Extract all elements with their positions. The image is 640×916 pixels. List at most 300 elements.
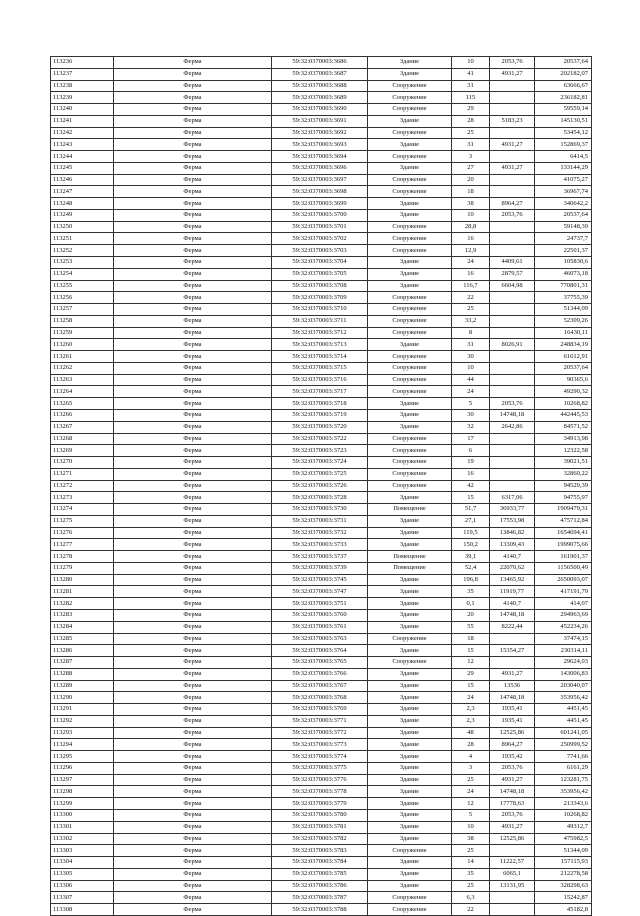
table-row bbox=[51, 386, 592, 398]
object-name-cell: Ферма bbox=[114, 574, 272, 586]
object-type-cell: Сооружение bbox=[368, 315, 452, 327]
object-name-cell: Ферма bbox=[114, 127, 272, 139]
table-row bbox=[51, 421, 592, 433]
record-number-cell: 113292 bbox=[51, 715, 114, 727]
record-number-cell: 113253 bbox=[51, 257, 114, 269]
area-cell: 18 bbox=[452, 186, 490, 198]
record-number-cell: 113242 bbox=[51, 127, 114, 139]
cadastral-number-cell: 59:32:0370003:3724 bbox=[272, 457, 368, 469]
unit-cost-cell bbox=[490, 445, 535, 457]
cadastral-number-cell: 59:32:0370003:3726 bbox=[272, 480, 368, 492]
object-type-cell: Здание bbox=[368, 680, 452, 692]
unit-cost-cell: 6317,06 bbox=[490, 492, 535, 504]
table-row bbox=[51, 598, 592, 610]
object-name-cell: Ферма bbox=[114, 857, 272, 869]
unit-cost-cell: 14748,18 bbox=[490, 786, 535, 798]
area-cell: 48 bbox=[452, 727, 490, 739]
record-number-cell: 113255 bbox=[51, 280, 114, 292]
unit-cost-cell: 4409,61 bbox=[490, 257, 535, 269]
record-number-cell: 113307 bbox=[51, 892, 114, 904]
table-row bbox=[51, 315, 592, 327]
record-number-cell: 113290 bbox=[51, 692, 114, 704]
object-name-cell: Ферма bbox=[114, 362, 272, 374]
area-cell: 31 bbox=[452, 139, 490, 151]
record-number-cell: 113259 bbox=[51, 327, 114, 339]
cadastral-number-cell: 59:32:0370003:3714 bbox=[272, 351, 368, 363]
object-name-cell: Ферма bbox=[114, 904, 272, 916]
record-number-cell: 113299 bbox=[51, 798, 114, 810]
object-name-cell: Ферма bbox=[114, 386, 272, 398]
object-type-cell: Здание bbox=[368, 762, 452, 774]
area-cell: 22 bbox=[452, 292, 490, 304]
cadastral-number-cell: 59:32:0370003:3766 bbox=[272, 668, 368, 680]
object-name-cell: Ферма bbox=[114, 774, 272, 786]
table-row bbox=[51, 480, 592, 492]
table-row bbox=[51, 527, 592, 539]
total-cost-cell: 94755,97 bbox=[535, 492, 592, 504]
record-number-cell: 113238 bbox=[51, 80, 114, 92]
object-type-cell: Здание bbox=[368, 774, 452, 786]
object-name-cell: Ферма bbox=[114, 892, 272, 904]
total-cost-cell: 6161,29 bbox=[535, 762, 592, 774]
cadastral-number-cell: 59:32:0370003:3710 bbox=[272, 304, 368, 316]
total-cost-cell: 20537,64 bbox=[535, 209, 592, 221]
area-cell: 44 bbox=[452, 374, 490, 386]
area-cell: 27,1 bbox=[452, 515, 490, 527]
area-cell: 10 bbox=[452, 57, 490, 69]
table-row bbox=[51, 715, 592, 727]
cadastral-number-cell: 59:32:0370003:3719 bbox=[272, 409, 368, 421]
area-cell: 28 bbox=[452, 115, 490, 127]
area-cell: 15 bbox=[452, 680, 490, 692]
total-cost-cell: 1156500,49 bbox=[535, 562, 592, 574]
unit-cost-cell: 4931,27 bbox=[490, 774, 535, 786]
total-cost-cell: 475712,84 bbox=[535, 515, 592, 527]
object-name-cell: Ферма bbox=[114, 598, 272, 610]
total-cost-cell: 6414,5 bbox=[535, 151, 592, 163]
area-cell: 33,2 bbox=[452, 315, 490, 327]
unit-cost-cell: 2053,76 bbox=[490, 810, 535, 822]
cadastral-number-cell: 59:32:0370003:3691 bbox=[272, 115, 368, 127]
table-row bbox=[51, 139, 592, 151]
cadastral-number-cell: 59:32:0370003:3767 bbox=[272, 680, 368, 692]
total-cost-cell: 59559,14 bbox=[535, 104, 592, 116]
record-number-cell: 113247 bbox=[51, 186, 114, 198]
unit-cost-cell: 13536 bbox=[490, 680, 535, 692]
object-type-cell: Здание bbox=[368, 527, 452, 539]
object-type-cell: Сооружение bbox=[368, 233, 452, 245]
object-type-cell: Сооружение bbox=[368, 104, 452, 116]
area-cell: 15 bbox=[452, 645, 490, 657]
cadastral-number-cell: 59:32:0370003:3780 bbox=[272, 810, 368, 822]
total-cost-cell: 157115,93 bbox=[535, 857, 592, 869]
cadastral-number-cell: 59:32:0370003:3787 bbox=[272, 892, 368, 904]
total-cost-cell: 10268,82 bbox=[535, 810, 592, 822]
record-number-cell: 113241 bbox=[51, 115, 114, 127]
table-row bbox=[51, 562, 592, 574]
area-cell: 52,4 bbox=[452, 562, 490, 574]
table-row bbox=[51, 774, 592, 786]
unit-cost-cell: 8964,27 bbox=[490, 198, 535, 210]
unit-cost-cell bbox=[490, 633, 535, 645]
unit-cost-cell: 2053,76 bbox=[490, 57, 535, 69]
object-name-cell: Ферма bbox=[114, 845, 272, 857]
unit-cost-cell: 17553,98 bbox=[490, 515, 535, 527]
cadastral-number-cell: 59:32:0370003:3781 bbox=[272, 821, 368, 833]
unit-cost-cell: 4140,7 bbox=[490, 551, 535, 563]
object-name-cell: Ферма bbox=[114, 680, 272, 692]
unit-cost-cell: 2053,76 bbox=[490, 398, 535, 410]
object-type-cell: Помещение bbox=[368, 551, 452, 563]
total-cost-cell: 442445,53 bbox=[535, 409, 592, 421]
table-row bbox=[51, 162, 592, 174]
unit-cost-cell bbox=[490, 362, 535, 374]
unit-cost-cell: 8222,44 bbox=[490, 621, 535, 633]
object-name-cell: Ферма bbox=[114, 174, 272, 186]
object-type-cell: Сооружение bbox=[368, 633, 452, 645]
record-number-cell: 113245 bbox=[51, 162, 114, 174]
area-cell: 5 bbox=[452, 398, 490, 410]
unit-cost-cell: 4931,27 bbox=[490, 139, 535, 151]
object-type-cell: Здание bbox=[368, 692, 452, 704]
object-name-cell: Ферма bbox=[114, 480, 272, 492]
object-type-cell: Сооружение bbox=[368, 245, 452, 257]
object-name-cell: Ферма bbox=[114, 245, 272, 257]
unit-cost-cell: 8026,91 bbox=[490, 339, 535, 351]
record-number-cell: 113264 bbox=[51, 386, 114, 398]
total-cost-cell: 90365,6 bbox=[535, 374, 592, 386]
object-name-cell: Ферма bbox=[114, 880, 272, 892]
area-cell: 16 bbox=[452, 468, 490, 480]
unit-cost-cell bbox=[490, 127, 535, 139]
area-cell: 12 bbox=[452, 798, 490, 810]
table-row bbox=[51, 786, 592, 798]
cadastral-number-cell: 59:32:0370003:3769 bbox=[272, 704, 368, 716]
table-row bbox=[51, 174, 592, 186]
unit-cost-cell bbox=[490, 304, 535, 316]
object-name-cell: Ферма bbox=[114, 633, 272, 645]
cadastral-number-cell: 59:32:0370003:3688 bbox=[272, 80, 368, 92]
cadastral-number-cell: 59:32:0370003:3788 bbox=[272, 904, 368, 916]
table-row bbox=[51, 751, 592, 763]
cadastral-number-cell: 59:32:0370003:3773 bbox=[272, 739, 368, 751]
record-number-cell: 113289 bbox=[51, 680, 114, 692]
area-cell: 150,2 bbox=[452, 539, 490, 551]
unit-cost-cell bbox=[490, 327, 535, 339]
area-cell: 30 bbox=[452, 351, 490, 363]
unit-cost-cell bbox=[490, 657, 535, 669]
object-name-cell: Ферма bbox=[114, 586, 272, 598]
object-type-cell: Здание bbox=[368, 198, 452, 210]
total-cost-cell: 32860,22 bbox=[535, 468, 592, 480]
total-cost-cell: 294963,69 bbox=[535, 609, 592, 621]
table-row bbox=[51, 880, 592, 892]
object-name-cell: Ферма bbox=[114, 186, 272, 198]
cadastral-number-cell: 59:32:0370003:3733 bbox=[272, 539, 368, 551]
object-name-cell: Ферма bbox=[114, 398, 272, 410]
area-cell: 24 bbox=[452, 692, 490, 704]
record-number-cell: 113287 bbox=[51, 657, 114, 669]
total-cost-cell: 4451,45 bbox=[535, 715, 592, 727]
object-type-cell: Здание bbox=[368, 492, 452, 504]
table-row bbox=[51, 221, 592, 233]
object-type-cell: Здание bbox=[368, 115, 452, 127]
object-type-cell: Здание bbox=[368, 339, 452, 351]
record-number-cell: 113250 bbox=[51, 221, 114, 233]
object-name-cell: Ферма bbox=[114, 621, 272, 633]
table-row bbox=[51, 657, 592, 669]
object-type-cell: Здание bbox=[368, 715, 452, 727]
record-number-cell: 113262 bbox=[51, 362, 114, 374]
unit-cost-cell: 13465,92 bbox=[490, 574, 535, 586]
unit-cost-cell: 2053,76 bbox=[490, 209, 535, 221]
cadastral-number-cell: 59:32:0370003:3689 bbox=[272, 92, 368, 104]
table-row bbox=[51, 492, 592, 504]
table-row bbox=[51, 704, 592, 716]
area-cell: 3 bbox=[452, 151, 490, 163]
object-type-cell: Сооружение bbox=[368, 221, 452, 233]
total-cost-cell: 15242,87 bbox=[535, 892, 592, 904]
area-cell: 20 bbox=[452, 174, 490, 186]
object-type-cell: Здание bbox=[368, 162, 452, 174]
cadastral-number-cell: 59:32:0370003:3709 bbox=[272, 292, 368, 304]
area-cell: 24 bbox=[452, 386, 490, 398]
cadastral-number-cell: 59:32:0370003:3703 bbox=[272, 245, 368, 257]
object-type-cell: Сооружение bbox=[368, 174, 452, 186]
unit-cost-cell bbox=[490, 480, 535, 492]
object-name-cell: Ферма bbox=[114, 327, 272, 339]
area-cell: 119,5 bbox=[452, 527, 490, 539]
object-type-cell: Сооружение bbox=[368, 433, 452, 445]
total-cost-cell: 212278,58 bbox=[535, 868, 592, 880]
unit-cost-cell bbox=[490, 80, 535, 92]
object-type-cell: Сооружение bbox=[368, 80, 452, 92]
cadastral-number-cell: 59:32:0370003:3764 bbox=[272, 645, 368, 657]
total-cost-cell: 37474,15 bbox=[535, 633, 592, 645]
object-name-cell: Ферма bbox=[114, 221, 272, 233]
cadastral-number-cell: 59:32:0370003:3693 bbox=[272, 139, 368, 151]
record-number-cell: 113294 bbox=[51, 739, 114, 751]
record-number-cell: 113293 bbox=[51, 727, 114, 739]
area-cell: 10 bbox=[452, 821, 490, 833]
object-name-cell: Ферма bbox=[114, 209, 272, 221]
record-number-cell: 113270 bbox=[51, 457, 114, 469]
record-number-cell: 113261 bbox=[51, 351, 114, 363]
total-cost-cell: 152869,37 bbox=[535, 139, 592, 151]
object-type-cell: Здание bbox=[368, 409, 452, 421]
cadastral-number-cell: 59:32:0370003:3700 bbox=[272, 209, 368, 221]
total-cost-cell: 236182,81 bbox=[535, 92, 592, 104]
object-name-cell: Ферма bbox=[114, 739, 272, 751]
cadastral-number-cell: 59:32:0370003:3699 bbox=[272, 198, 368, 210]
object-type-cell: Здание bbox=[368, 139, 452, 151]
object-name-cell: Ферма bbox=[114, 198, 272, 210]
object-name-cell: Ферма bbox=[114, 833, 272, 845]
cadastral-number-cell: 59:32:0370003:3783 bbox=[272, 845, 368, 857]
table-row bbox=[51, 727, 592, 739]
object-type-cell: Сооружение bbox=[368, 304, 452, 316]
object-name-cell: Ферма bbox=[114, 504, 272, 516]
cadastral-number-cell: 59:32:0370003:3778 bbox=[272, 786, 368, 798]
cadastral-number-cell: 59:32:0370003:3774 bbox=[272, 751, 368, 763]
area-cell: 12 bbox=[452, 657, 490, 669]
object-type-cell: Здание bbox=[368, 598, 452, 610]
object-type-cell: Здание bbox=[368, 586, 452, 598]
area-cell: 32 bbox=[452, 421, 490, 433]
record-number-cell: 113269 bbox=[51, 445, 114, 457]
total-cost-cell: 52309,26 bbox=[535, 315, 592, 327]
cadastral-number-cell: 59:32:0370003:3701 bbox=[272, 221, 368, 233]
total-cost-cell: 230314,11 bbox=[535, 645, 592, 657]
total-cost-cell: 353956,42 bbox=[535, 786, 592, 798]
total-cost-cell: 1909479,31 bbox=[535, 504, 592, 516]
object-type-cell: Здание bbox=[368, 645, 452, 657]
area-cell: 31 bbox=[452, 80, 490, 92]
object-type-cell: Здание bbox=[368, 280, 452, 292]
object-name-cell: Ферма bbox=[114, 233, 272, 245]
total-cost-cell: 22501,37 bbox=[535, 245, 592, 257]
unit-cost-cell bbox=[490, 433, 535, 445]
area-cell: 16 bbox=[452, 233, 490, 245]
record-number-cell: 113266 bbox=[51, 409, 114, 421]
object-type-cell: Здание bbox=[368, 257, 452, 269]
unit-cost-cell bbox=[490, 845, 535, 857]
table-row bbox=[51, 362, 592, 374]
object-name-cell: Ферма bbox=[114, 57, 272, 69]
object-name-cell: Ферма bbox=[114, 304, 272, 316]
area-cell: 29 bbox=[452, 668, 490, 680]
total-cost-cell: 10268,82 bbox=[535, 398, 592, 410]
total-cost-cell: 213343,6 bbox=[535, 798, 592, 810]
object-name-cell: Ферма bbox=[114, 457, 272, 469]
area-cell: 25 bbox=[452, 127, 490, 139]
object-name-cell: Ферма bbox=[114, 539, 272, 551]
object-name-cell: Ферма bbox=[114, 409, 272, 421]
total-cost-cell: 24737,7 bbox=[535, 233, 592, 245]
cadastral-number-cell: 59:32:0370003:3776 bbox=[272, 774, 368, 786]
area-cell: 30 bbox=[452, 409, 490, 421]
table-row bbox=[51, 433, 592, 445]
area-cell: 5 bbox=[452, 810, 490, 822]
record-number-cell: 113280 bbox=[51, 574, 114, 586]
total-cost-cell: 145130,51 bbox=[535, 115, 592, 127]
record-number-cell: 113249 bbox=[51, 209, 114, 221]
cadastral-number-cell: 59:32:0370003:3747 bbox=[272, 586, 368, 598]
unit-cost-cell: 1935,42 bbox=[490, 751, 535, 763]
total-cost-cell: 601241,05 bbox=[535, 727, 592, 739]
cadastral-number-cell: 59:32:0370003:3779 bbox=[272, 798, 368, 810]
table-row bbox=[51, 186, 592, 198]
unit-cost-cell: 15354,27 bbox=[490, 645, 535, 657]
unit-cost-cell: 13846,82 bbox=[490, 527, 535, 539]
cadastral-number-cell: 59:32:0370003:3775 bbox=[272, 762, 368, 774]
total-cost-cell: 202182,07 bbox=[535, 68, 592, 80]
object-name-cell: Ферма bbox=[114, 527, 272, 539]
total-cost-cell: 94529,39 bbox=[535, 480, 592, 492]
table-row bbox=[51, 904, 592, 916]
area-cell: 16 bbox=[452, 268, 490, 280]
object-type-cell: Здание bbox=[368, 880, 452, 892]
unit-cost-cell bbox=[490, 904, 535, 916]
record-number-cell: 113291 bbox=[51, 704, 114, 716]
area-cell: 22 bbox=[452, 904, 490, 916]
object-name-cell: Ферма bbox=[114, 468, 272, 480]
total-cost-cell: 29624,03 bbox=[535, 657, 592, 669]
area-cell: 24 bbox=[452, 786, 490, 798]
object-type-cell: Сооружение bbox=[368, 374, 452, 386]
object-name-cell: Ферма bbox=[114, 668, 272, 680]
object-name-cell: Ферма bbox=[114, 445, 272, 457]
record-number-cell: 113240 bbox=[51, 104, 114, 116]
object-type-cell: Сооружение bbox=[368, 892, 452, 904]
total-cost-cell: 414,07 bbox=[535, 598, 592, 610]
object-type-cell: Сооружение bbox=[368, 457, 452, 469]
area-cell: 29 bbox=[452, 104, 490, 116]
record-number-cell: 113244 bbox=[51, 151, 114, 163]
unit-cost-cell bbox=[490, 245, 535, 257]
area-cell: 41 bbox=[452, 68, 490, 80]
unit-cost-cell: 2053,76 bbox=[490, 762, 535, 774]
unit-cost-cell bbox=[490, 468, 535, 480]
total-cost-cell: 20537,64 bbox=[535, 57, 592, 69]
table-row bbox=[51, 209, 592, 221]
area-cell: 20 bbox=[452, 609, 490, 621]
area-cell: 0,1 bbox=[452, 598, 490, 610]
total-cost-cell: 123281,75 bbox=[535, 774, 592, 786]
area-cell: 4 bbox=[452, 751, 490, 763]
area-cell: 35 bbox=[452, 586, 490, 598]
cadastral-number-cell: 59:32:0370003:3722 bbox=[272, 433, 368, 445]
object-type-cell: Здание bbox=[368, 421, 452, 433]
record-number-cell: 113302 bbox=[51, 833, 114, 845]
object-type-cell: Сооружение bbox=[368, 186, 452, 198]
area-cell: 38 bbox=[452, 833, 490, 845]
object-type-cell: Помещение bbox=[368, 562, 452, 574]
table-body bbox=[51, 57, 592, 916]
cadastral-number-cell: 59:32:0370003:3784 bbox=[272, 857, 368, 869]
total-cost-cell: 770801,31 bbox=[535, 280, 592, 292]
record-number-cell: 113277 bbox=[51, 539, 114, 551]
object-type-cell: Здание bbox=[368, 798, 452, 810]
total-cost-cell: 161901,37 bbox=[535, 551, 592, 563]
table-row bbox=[51, 586, 592, 598]
object-type-cell: Здание bbox=[368, 398, 452, 410]
total-cost-cell: 39021,51 bbox=[535, 457, 592, 469]
object-name-cell: Ферма bbox=[114, 151, 272, 163]
table-row bbox=[51, 445, 592, 457]
cadastral-number-cell: 59:32:0370003:3785 bbox=[272, 868, 368, 880]
record-number-cell: 113268 bbox=[51, 433, 114, 445]
area-cell: 25 bbox=[452, 304, 490, 316]
object-type-cell: Сооружение bbox=[368, 92, 452, 104]
record-number-cell: 113285 bbox=[51, 633, 114, 645]
total-cost-cell: 59148,39 bbox=[535, 221, 592, 233]
unit-cost-cell: 14748,18 bbox=[490, 692, 535, 704]
object-type-cell: Сооружение bbox=[368, 468, 452, 480]
object-type-cell: Здание bbox=[368, 810, 452, 822]
area-cell: 2,3 bbox=[452, 704, 490, 716]
cadastral-number-cell: 59:32:0370003:3730 bbox=[272, 504, 368, 516]
table-row bbox=[51, 574, 592, 586]
record-number-cell: 113298 bbox=[51, 786, 114, 798]
object-type-cell: Здание bbox=[368, 786, 452, 798]
table-row bbox=[51, 57, 592, 69]
object-name-cell: Ферма bbox=[114, 798, 272, 810]
object-type-cell: Сооружение bbox=[368, 327, 452, 339]
object-name-cell: Ферма bbox=[114, 292, 272, 304]
table-row bbox=[51, 468, 592, 480]
table-row bbox=[51, 680, 592, 692]
